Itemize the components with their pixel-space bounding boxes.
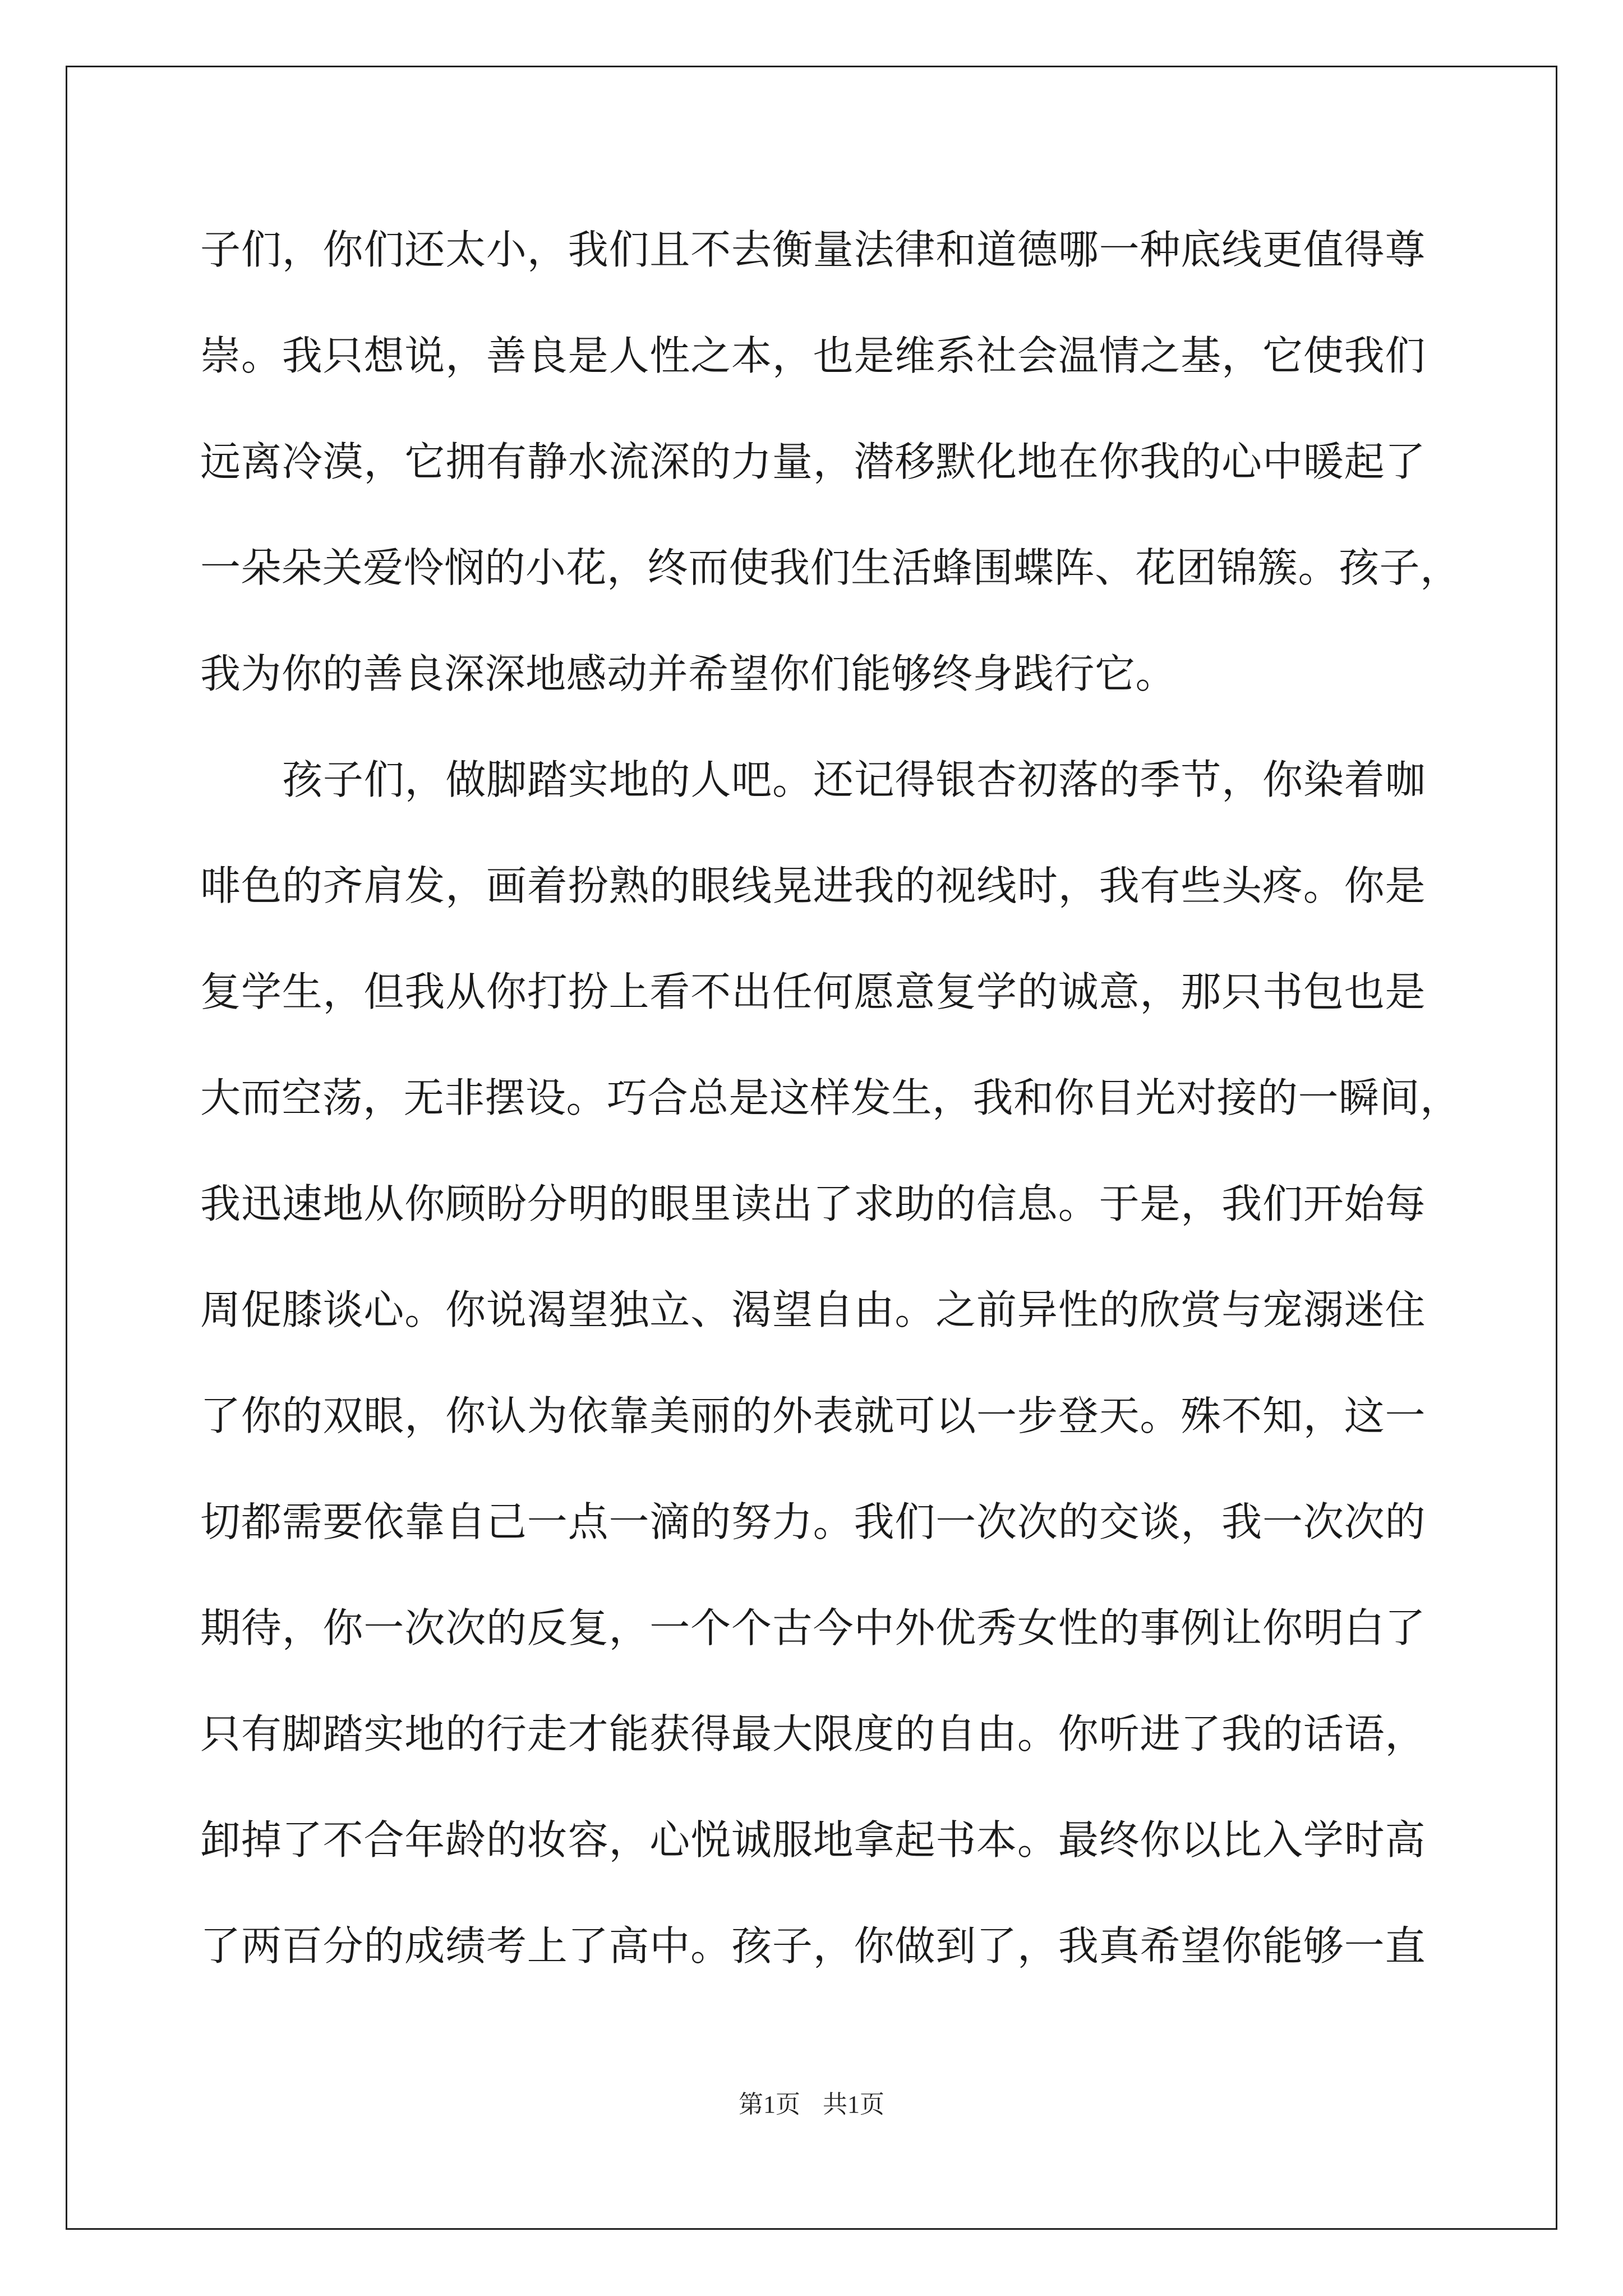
document-body [200,222,1461,2024]
text-line: 啡色的齐肩发，画着扮熟的眼线晃进我的视线时，我有些头疼。你是 [200,862,1426,909]
page-number: 第1页 [739,2091,800,2118]
text-line: 了两百分的成绩考上了高中。孩子，你做到了，我真希望你能够一直 [200,1922,1426,1970]
text-line: 我为你的善良深深地感动并希望你们能够终身践行它。 [200,650,1177,697]
text-line: 我迅速地从你顾盼分明的眼里读出了求助的信息。于是，我们开始每 [200,1180,1426,1227]
text-line: 子们，你们还太小，我们且不去衡量法律和道德哪一种底线更值得尊 [200,226,1426,273]
text-line: 复学生，但我从你打扮上看不出任何愿意复学的诚意，那只书包也是 [200,968,1426,1015]
text-line: 远离冷漠，它拥有静水流深的力量，潜移默化地在你我的心中暖起了 [200,438,1426,485]
text-line: 一朵朵关爱怜悯的小花，终而使我们生活蜂围蝶阵、花团锦簇。孩子， [200,544,1461,591]
text-line: 孩子们，做脚踏实地的人吧。还记得银杏初落的季节，你染着咖 [282,756,1426,803]
text-line: 切都需要依靠自己一点一滴的努力。我们一次次的交谈，我一次次的 [200,1498,1426,1545]
text-line: 了你的双眼，你认为依靠美丽的外表就可以一步登天。殊不知，这一 [200,1392,1426,1439]
text-line: 期待，你一次次的反复，一个个古今中外优秀女性的事例让你明白了 [200,1604,1426,1651]
page-footer [0,2091,1623,2119]
text-line: 卸掉了不合年龄的妆容，心悦诚服地拿起书本。最终你以比入学时高 [200,1816,1426,1864]
page-total: 共1页 [823,2091,884,2118]
text-line: 崇。我只想说，善良是人性之本，也是维系社会温情之基，它使我们 [200,332,1426,379]
text-line: 大而空荡，无非摆设。巧合总是这样发生，我和你目光对接的一瞬间， [200,1074,1461,1121]
text-line: 周促膝谈心。你说渴望独立、渴望自由。之前异性的欣赏与宠溺迷住 [200,1286,1426,1333]
text-line: 只有脚踏实地的行走才能获得最大限度的自由。你听进了我的话语， [200,1710,1426,1757]
